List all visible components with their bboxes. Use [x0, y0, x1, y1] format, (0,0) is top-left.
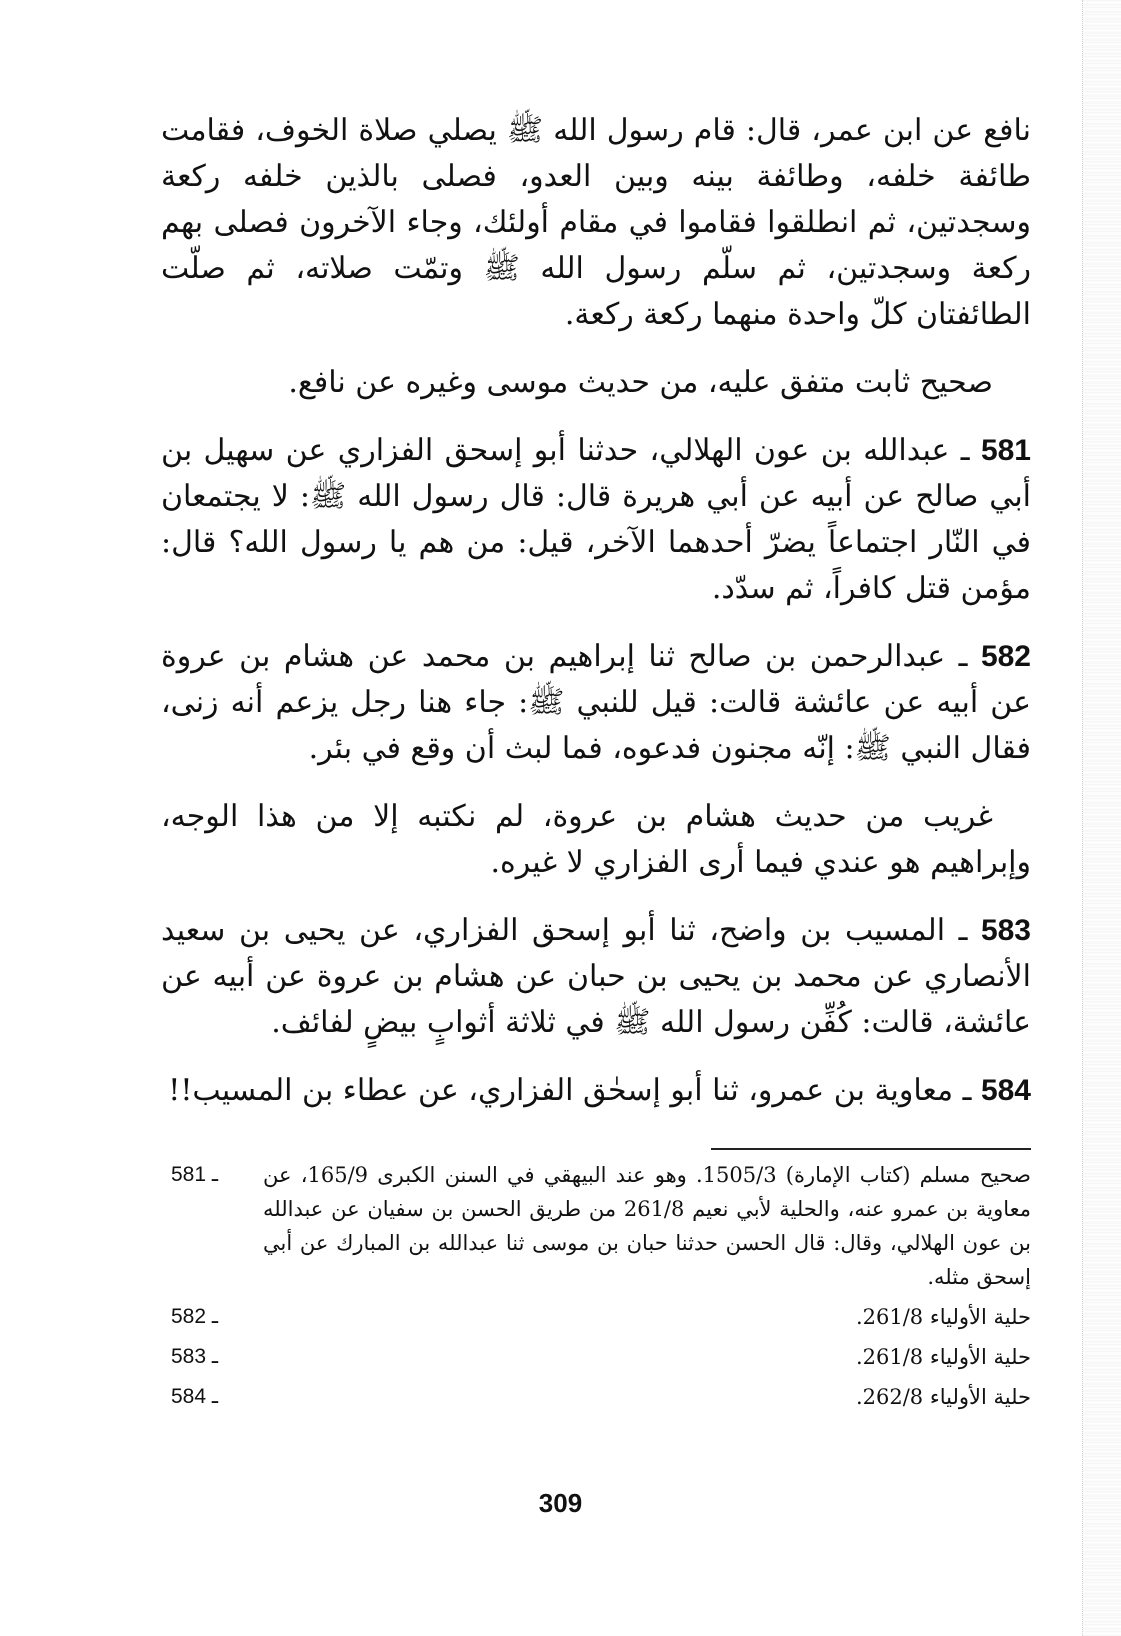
- hadith-text: ـ عبدالله بن عون الهلالي، حدثنا أبو إسحق الفزاري عن سهيل بن أبي صالح عن أبيه عن أبي هريرة قال: قال رسول الله ﷺ: لا يجتمعان في النّار اجتماعاً يضرّ أحدهما الآخر، قيل: من هم يا رسول الله؟ قال: مؤمن قتل كافراً، ثم سدّد.: [161, 433, 1031, 606]
- paragraph-commentary: غريب من حديث هشام بن عروة، لم نكتبه إلا من هذا الوجه، وإبراهيم هو عندي فيما أرى الفزاري لا غيره.: [161, 799, 1031, 880]
- page-edge-shadow: [1082, 0, 1121, 1636]
- paragraph-grading: صحيح ثابت متفق عليه، من حديث موسى وغيره عن نافع.: [288, 365, 993, 400]
- hadith-number: 584: [980, 1074, 1031, 1107]
- footnote-number: 583 ـ: [171, 1345, 219, 1368]
- footnote-divider: [711, 1148, 1031, 1150]
- footnote-text: حلية الأولياء 261/8.: [855, 1305, 1031, 1329]
- hadith-581: [161, 428, 1031, 612]
- hadith-number: 583: [980, 914, 1031, 947]
- footnotes: [171, 1158, 1031, 1420]
- footnote-text: حلية الأولياء 261/8.: [855, 1345, 1031, 1369]
- hadith-number: 582: [980, 640, 1031, 673]
- hadith-text: ـ المسيب بن واضح، ثنا أبو إسحق الفزاري، عن يحيى بن سعيد الأنصاري عن محمد بن يحيى بن حبان عن هشام بن عروة عن أبيه عن عائشة، قالت: كُفِّن رسول الله ﷺ في ثلاثة أثوابٍ بيضٍ لفائف.: [161, 913, 1031, 1040]
- paragraph-continued: نافع عن ابن عمر، قال: قام رسول الله ﷺ يصلي صلاة الخوف، فقامت طائفة خلفه، وطائفة بينه وبين العدو، فصلى بالذين خلفه ركعة وسجدتين، ثم انطلقوا فقاموا في مقام أولئك، وجاء الآخرون فصلى بهم ركعة وسجدتين، ثم سلّم رسول الله ﷺ وتمّت صلاته، ثم صلّت الطائفتان كلّ واحدة منهما ركعة ركعة.: [161, 113, 1031, 332]
- hadith-text: ـ عبدالرحمن بن صالح ثنا إبراهيم بن محمد عن هشام بن عروة عن أبيه عن عائشة قالت: قيل للنبي ﷺ: جاء هنا رجل يزعم أنه زنى، فقال النبي ﷺ: إنّه مجنون فدعوه، فما لبث أن وقع في بئر.: [161, 639, 1031, 766]
- footnote-text: صحيح مسلم (كتاب الإمارة) 1505/3. وهو عند البيهقي في السنن الكبرى 165/9، عن معاوية بن عمرو عنه، والحلية لأبي نعيم 261/8 من طريق الحسن بن سفيان عن عبدالله بن عون الهلالي، وقال: قال الحسن حدثنا حبان بن موسى ثنا عبدالله بن المبارك عن أبي إسحق مثله.: [263, 1163, 1031, 1289]
- main-text: [161, 108, 1031, 1136]
- hadith-text: ـ معاوية بن عمرو، ثنا أبو إسحٰق الفزاري، عن عطاء بن المسيب!!: [168, 1073, 972, 1108]
- footnote-581: [171, 1158, 1031, 1294]
- hadith-584: [161, 1068, 1031, 1114]
- footnote-number: 582 ـ: [171, 1305, 219, 1328]
- footnote-583: [171, 1340, 1031, 1374]
- hadith-582: [161, 634, 1031, 772]
- hadith-583: [161, 908, 1031, 1046]
- footnote-number: 584 ـ: [171, 1385, 219, 1408]
- footnote-text: حلية الأولياء 262/8.: [855, 1385, 1031, 1409]
- hadith-number: 581: [980, 434, 1031, 467]
- footnote-582: [171, 1300, 1031, 1334]
- footnote-584: [171, 1380, 1031, 1414]
- footnote-number: 581 ـ: [171, 1163, 219, 1186]
- page-number: 309: [538, 1488, 583, 1518]
